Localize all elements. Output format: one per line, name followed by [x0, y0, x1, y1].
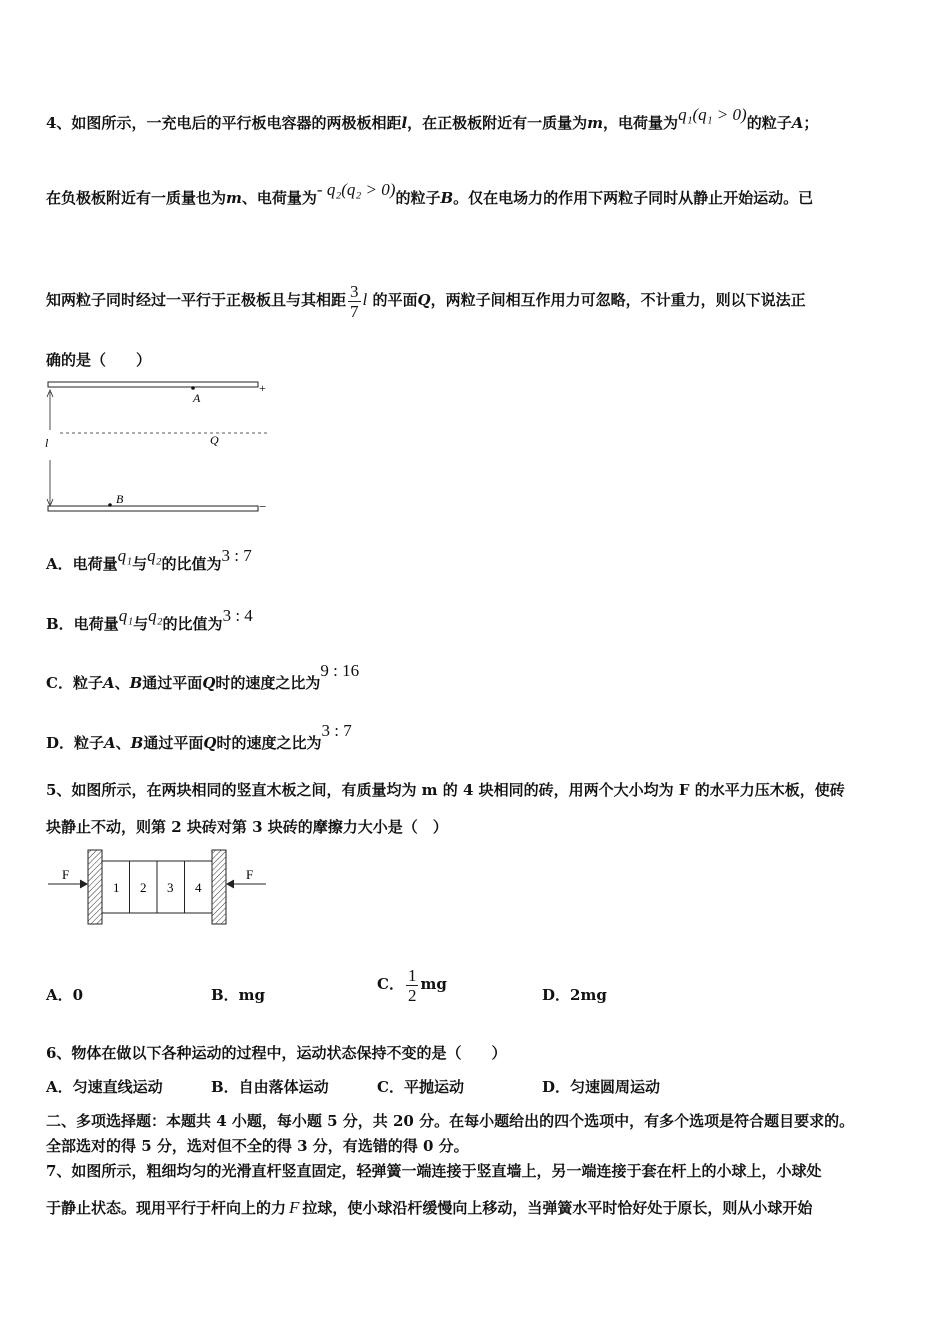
q5-line2: 块静止不动，则第 2 块砖对第 3 块砖的摩擦力大小是（ ）	[46, 818, 448, 836]
text: B．电荷量	[46, 615, 119, 633]
q4-line4: 确的是（ ）	[46, 351, 152, 369]
fraction-3-7	[348, 282, 361, 321]
label-l: l	[45, 436, 49, 450]
section2-line2: 全部选对的得 5 分，选对但不全的得 3 分，有选错的得 0 分。	[46, 1137, 469, 1155]
var-Q: Q	[203, 734, 217, 752]
brick-1: 1	[113, 880, 120, 895]
q5-option-D[interactable]: D．2mg	[542, 986, 607, 1004]
var-B: B	[130, 734, 144, 752]
var-B: B	[440, 189, 454, 207]
label-F-left: F	[62, 867, 70, 882]
text: mg	[420, 975, 447, 993]
var-A: A	[104, 734, 116, 752]
text: ，两粒子间相互作用力可忽略，不计重力，则以下说法正	[430, 291, 806, 309]
q6-option-C[interactable]: C．平抛运动	[377, 1078, 464, 1096]
label-F-right: F	[246, 867, 254, 882]
q4-line2	[46, 180, 814, 208]
text: 通过平面	[142, 674, 203, 692]
arrowhead-right-icon	[80, 880, 87, 888]
var-A: A	[102, 674, 115, 692]
minus-sign: −	[259, 499, 267, 514]
label-Q: Q	[210, 433, 219, 447]
text: 、	[115, 734, 131, 752]
frac-num: 3	[350, 281, 359, 301]
left-board	[88, 850, 102, 924]
plus-sign: +	[259, 381, 266, 395]
var-F: F	[289, 1198, 300, 1217]
q5-option-C[interactable]	[377, 962, 447, 1006]
q4-option-D[interactable]	[46, 721, 352, 753]
brick-2: 2	[140, 880, 147, 895]
var-q1: q₁	[118, 606, 134, 625]
particle-A	[191, 386, 195, 390]
ratio: 3 : 4	[222, 606, 253, 625]
q5-option-A[interactable]: A．0	[46, 986, 84, 1004]
frac-den: 2	[407, 985, 417, 1005]
math-q1: q₁(q₁ > 0)	[678, 105, 747, 124]
ratio: 3 : 7	[321, 721, 352, 740]
text: D．粒子	[46, 734, 105, 752]
label-A: A	[193, 391, 201, 405]
text: C．粒子	[46, 674, 103, 692]
text: A．电荷量	[46, 555, 118, 573]
text: ；	[803, 114, 819, 132]
brick-3: 3	[167, 880, 174, 895]
text: 在负极板附近有一质量也为	[46, 189, 227, 207]
label-B: B	[116, 492, 124, 506]
positive-plate	[48, 382, 258, 387]
q4-option-A[interactable]	[46, 546, 252, 574]
var-Q: Q	[417, 291, 431, 309]
q6-option-D[interactable]: D．匀速圆周运动	[542, 1078, 661, 1096]
text: ，在正极板附近有一质量为	[407, 114, 588, 132]
ratio: 9 : 16	[320, 661, 360, 680]
var-q2: q₂	[148, 606, 163, 625]
q7-line1: 7、如图所示，粗细均匀的光滑直杆竖直固定，轻弹簧一端连接于竖直墙上，另一端连接于套在杆上的小球上，小球处	[46, 1162, 822, 1180]
q6-option-A[interactable]: A．匀速直线运动	[46, 1078, 163, 1096]
var-q1: q₁	[117, 546, 133, 565]
q6-option-B[interactable]: B．自由落体运动	[211, 1078, 329, 1096]
q5-option-B[interactable]: B．mg	[211, 986, 266, 1004]
bricks-figure	[44, 846, 274, 928]
text: 拉球，使小球沿杆缓慢向上移动，当弹簧水平时恰好处于原长，则从小球开始	[302, 1199, 813, 1217]
q4-option-B[interactable]	[46, 606, 253, 634]
text: 知两粒子同时经过一平行于正极板且与其相距	[46, 291, 347, 309]
q4-option-C[interactable]	[46, 661, 360, 693]
text: 的粒子	[395, 189, 441, 207]
right-board	[212, 850, 226, 924]
frac-num: 1	[407, 965, 417, 985]
text: 与	[133, 615, 149, 633]
text: 的比值为	[161, 555, 222, 573]
particle-B	[108, 503, 112, 507]
var-l: l	[362, 290, 368, 309]
q5-line1: 5、如图所示，在两块相同的竖直木板之间，有质量均为 m 的 4 块相同的砖，用两个大小均为 F 的水平力压木板，使砖	[46, 781, 845, 799]
text: 的粒子	[746, 114, 792, 132]
text: 时的速度之比为	[215, 674, 321, 692]
fraction-1-2	[406, 966, 419, 1005]
q6-stem: 6、物体在做以下各种运动的过程中，运动状态保持不变的是（ ）	[46, 1044, 507, 1062]
arrowhead-left-icon	[227, 880, 234, 888]
math-q2: - q₂(q₂ > 0)	[316, 180, 396, 199]
text: 的平面	[372, 291, 418, 309]
var-q2: q₂	[147, 546, 162, 565]
text: 与	[132, 555, 148, 573]
var-Q: Q	[202, 674, 216, 692]
var-A: A	[791, 114, 804, 132]
negative-plate	[48, 506, 258, 511]
capacitor-figure	[40, 378, 280, 518]
text: C．	[377, 975, 404, 993]
section2-line1: 二、多项选择题：本题共 4 小题，每小题 5 分，共 20 分。在每小题给出的四个选项中，有多个选项是符合题目要求的。	[46, 1112, 855, 1130]
var-m: m	[226, 189, 242, 207]
text: 、电荷量为	[241, 189, 317, 207]
text: 时的速度之比为	[216, 734, 322, 752]
ratio: 3 : 7	[221, 546, 252, 565]
text: ，电荷量为	[603, 114, 679, 132]
q4-line1	[46, 105, 819, 133]
text: 、	[114, 674, 130, 692]
var-B: B	[129, 674, 143, 692]
text: 于静止状态。现用平行于杆向上的力	[46, 1199, 287, 1217]
text: 。仅在电场力的作用下两粒子同时从静止开始运动。已	[453, 189, 814, 207]
frac-den: 7	[350, 301, 359, 321]
text: 通过平面	[143, 734, 204, 752]
brick-4: 4	[195, 880, 202, 895]
q7-line2	[46, 1198, 812, 1218]
var-m: m	[587, 114, 604, 132]
text: 4、如图所示，一充电后的平行板电容器的两极板相距	[46, 114, 402, 132]
var-l: l	[401, 114, 408, 132]
text: 的比值为	[162, 615, 223, 633]
q4-line3	[46, 278, 806, 322]
